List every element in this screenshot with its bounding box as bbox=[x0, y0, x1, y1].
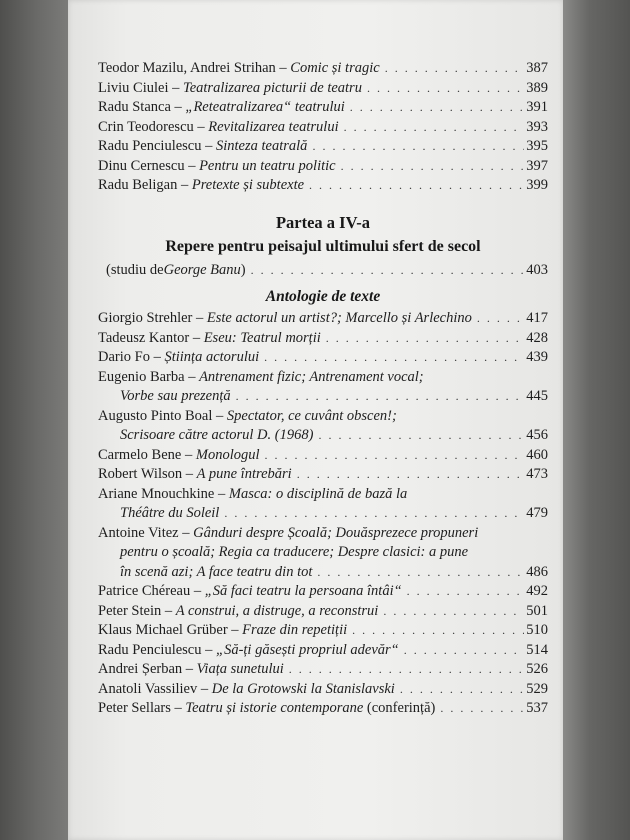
entry-title: pentru o școală; Regia ca traducere; Despre clasici: a pune bbox=[120, 544, 469, 560]
leader-dots bbox=[224, 504, 524, 524]
toc-entry bbox=[98, 329, 548, 349]
entry-title: Teatralizarea picturii de teatru bbox=[182, 79, 362, 96]
entry-author: Liviu Ciulei bbox=[98, 79, 169, 96]
leader-dots bbox=[400, 680, 524, 700]
toc-entry bbox=[98, 641, 548, 661]
toc-entry bbox=[98, 660, 548, 680]
entry-title: „Să-ți găsești propriul adevăr“ bbox=[216, 641, 399, 658]
toc-entry bbox=[98, 309, 548, 329]
entry-page-number: 428 bbox=[526, 329, 548, 346]
entry-page-number: 391 bbox=[526, 99, 548, 115]
entry-title: în scenă azi; A face teatru din tot bbox=[120, 563, 313, 580]
leader-dots bbox=[385, 59, 525, 79]
right-page-edge bbox=[563, 0, 630, 840]
entry-title: „Reteatralizarea“ teatrului bbox=[185, 99, 345, 115]
entry-title: Théâtre du Soleil bbox=[120, 505, 220, 521]
leader-dots bbox=[383, 602, 524, 622]
entry-separator: – bbox=[189, 329, 204, 346]
study-author: George Banu bbox=[163, 261, 241, 278]
entry-separator: – bbox=[227, 622, 243, 638]
entry-author: Carmelo Bene bbox=[98, 446, 182, 463]
entry-title: De la Grotowski la Stanislavski bbox=[211, 680, 395, 697]
toc-entry-line bbox=[98, 465, 548, 485]
toc-entry-continuation bbox=[98, 543, 548, 563]
leader-dots bbox=[318, 426, 524, 446]
toc-entry-continuation bbox=[98, 563, 548, 583]
entry-author: Crin Teodorescu bbox=[98, 118, 194, 135]
table-of-contents bbox=[98, 59, 548, 719]
toc-entry-line bbox=[98, 348, 548, 368]
leader-dots bbox=[326, 329, 524, 349]
toc-entry-line bbox=[98, 329, 548, 349]
leader-dots bbox=[350, 98, 524, 118]
toc-entry bbox=[98, 79, 548, 99]
leader-dots bbox=[440, 699, 524, 719]
toc-entry-line bbox=[98, 524, 548, 544]
entry-separator: – bbox=[168, 79, 183, 96]
entry-author: Peter Stein bbox=[98, 602, 162, 619]
entry-separator: – bbox=[149, 349, 165, 365]
entry-author: Teodor Mazilu, Andrei Strihan bbox=[98, 60, 276, 76]
leader-dots bbox=[251, 261, 525, 281]
toc-entry bbox=[98, 157, 548, 177]
entry-page-number: 529 bbox=[526, 680, 548, 697]
entry-page-number: 456 bbox=[526, 427, 548, 443]
entry-page-number: 393 bbox=[526, 118, 548, 135]
entry-page-number: 460 bbox=[526, 446, 548, 463]
leader-dots bbox=[312, 137, 524, 157]
entry-page-number: 492 bbox=[526, 583, 548, 599]
toc-entry-line bbox=[98, 602, 548, 622]
entry-title: Scrisoare către actorul D. (1968) bbox=[120, 427, 314, 443]
entry-author: Tadeusz Kantor bbox=[98, 329, 190, 346]
entry-page-number: 399 bbox=[526, 177, 548, 193]
entry-page-number: 537 bbox=[526, 700, 548, 716]
entry-title: Masca: o disciplină de bază la bbox=[228, 485, 408, 502]
entry-page-number: 473 bbox=[526, 466, 548, 482]
entry-separator: – bbox=[275, 60, 291, 76]
entry-note: (conferință) bbox=[363, 700, 436, 716]
leader-dots bbox=[289, 660, 524, 680]
entry-author: Radu Beligan bbox=[98, 177, 178, 193]
entry-separator: – bbox=[214, 485, 229, 502]
toc-entry bbox=[98, 699, 548, 719]
entry-page-number: 439 bbox=[526, 349, 548, 365]
toc-entry-line bbox=[98, 98, 548, 118]
entry-author: Radu Stanca bbox=[98, 99, 171, 115]
entry-page-number: 510 bbox=[526, 622, 548, 638]
toc-entry-line bbox=[98, 446, 548, 466]
toc-entry bbox=[98, 465, 548, 485]
entry-author: Eugenio Barba bbox=[98, 368, 185, 385]
leader-dots bbox=[297, 465, 525, 485]
toc-entry bbox=[98, 602, 548, 622]
toc-entry-line bbox=[98, 309, 548, 329]
entry-author: Robert Wilson bbox=[98, 466, 183, 482]
entry-title: Monologul bbox=[195, 446, 260, 463]
toc-entry bbox=[98, 368, 548, 407]
entry-separator: – bbox=[197, 680, 212, 697]
entry-author: Dario Fo bbox=[98, 349, 150, 365]
entry-separator: – bbox=[161, 602, 176, 619]
toc-entry-line bbox=[98, 157, 548, 177]
toc-entry-continuation bbox=[98, 504, 548, 524]
entry-separator: – bbox=[212, 407, 227, 424]
study-suffix: ) bbox=[240, 261, 246, 278]
entry-separator: – bbox=[201, 138, 216, 154]
entry-separator: – bbox=[201, 641, 216, 658]
entry-separator: – bbox=[190, 583, 205, 599]
leader-dots bbox=[265, 446, 525, 466]
leader-dots bbox=[367, 79, 524, 99]
entry-author: Peter Sellars bbox=[98, 700, 171, 716]
entry-title: Revitalizarea teatrului bbox=[208, 118, 339, 135]
entry-title: Gânduri despre Școală; Douăsprezece propuneri bbox=[193, 524, 479, 541]
part-heading: Partea a IV-a bbox=[275, 212, 371, 232]
entry-title: Comic și tragic bbox=[290, 60, 380, 76]
toc-entry bbox=[98, 485, 548, 524]
entry-page-number: 501 bbox=[526, 602, 548, 619]
entry-separator: – bbox=[182, 661, 197, 677]
entry-separator: – bbox=[170, 99, 186, 115]
toc-entry-line bbox=[98, 59, 548, 79]
study-entry bbox=[98, 261, 548, 281]
entry-separator: – bbox=[170, 700, 186, 716]
entry-title: A construi, a distruge, a reconstrui bbox=[175, 602, 379, 619]
toc-entry bbox=[98, 582, 548, 602]
entry-title: Pretexte și subtexte bbox=[191, 177, 305, 193]
leader-dots bbox=[264, 348, 524, 368]
entry-author: Radu Penciulescu bbox=[98, 138, 202, 154]
book-page bbox=[68, 0, 563, 840]
leader-dots bbox=[407, 582, 525, 602]
entry-title: Știința actorului bbox=[164, 349, 260, 365]
toc-list-part3 bbox=[98, 59, 548, 196]
toc-entry bbox=[98, 98, 548, 118]
entry-title: Spectator, ce cuvânt obscen!; bbox=[226, 407, 397, 424]
entry-title: Pentru un teatru politic bbox=[199, 157, 336, 174]
entry-title: A pune întrebări bbox=[196, 466, 292, 482]
toc-entry-continuation bbox=[98, 426, 548, 446]
entry-separator: – bbox=[184, 157, 200, 174]
toc-entry bbox=[98, 407, 548, 446]
toc-entry-line bbox=[98, 699, 548, 719]
entry-title: Fraze din repetiții bbox=[242, 622, 348, 638]
entry-separator: – bbox=[177, 177, 192, 193]
section-heading: Repere pentru peisajul ultimului sfert de secol bbox=[165, 237, 481, 255]
toc-entry bbox=[98, 118, 548, 138]
toc-entry-line bbox=[98, 621, 548, 641]
leader-dots bbox=[341, 157, 525, 177]
toc-entry bbox=[98, 348, 548, 368]
entry-title: „Să faci teatru la persoana întâi“ bbox=[204, 583, 402, 599]
left-page-edge bbox=[0, 0, 68, 840]
leader-dots bbox=[477, 309, 524, 329]
toc-entry-line bbox=[98, 641, 548, 661]
entry-separator: – bbox=[184, 368, 200, 385]
toc-entry-line bbox=[98, 485, 548, 505]
entry-page-number: 445 bbox=[526, 388, 548, 404]
anthology-heading: Antologie de texte bbox=[265, 288, 381, 305]
toc-entry-line bbox=[98, 368, 548, 388]
entry-separator: – bbox=[178, 524, 194, 541]
entry-author: Antoine Vitez bbox=[98, 524, 179, 541]
entry-author: Ariane Mnouchkine bbox=[98, 485, 215, 502]
entry-title: Viața sunetului bbox=[196, 661, 284, 677]
entry-page-number: 514 bbox=[526, 641, 548, 658]
toc-entry bbox=[98, 176, 548, 196]
entry-author: Giorgio Strehler bbox=[98, 310, 193, 326]
entry-title: Eseu: Teatrul morții bbox=[203, 329, 321, 346]
toc-entry bbox=[98, 446, 548, 466]
toc-entry-line bbox=[98, 582, 548, 602]
toc-entry bbox=[98, 680, 548, 700]
toc-entry bbox=[98, 137, 548, 157]
leader-dots bbox=[344, 118, 525, 138]
toc-entry-line bbox=[98, 79, 548, 99]
leader-dots bbox=[236, 387, 525, 407]
leader-dots bbox=[352, 621, 524, 641]
entry-separator: – bbox=[192, 310, 207, 326]
toc-entry bbox=[98, 59, 548, 79]
toc-entry bbox=[98, 524, 548, 583]
entry-separator: – bbox=[182, 466, 197, 482]
entry-page-number: 486 bbox=[526, 563, 548, 580]
toc-entry-line bbox=[98, 660, 548, 680]
entry-page-number: 397 bbox=[526, 157, 548, 174]
entry-separator: – bbox=[181, 446, 196, 463]
study-prefix: (studiu de bbox=[106, 261, 164, 278]
entry-title: Sinteza teatrală bbox=[216, 138, 308, 154]
entry-page-number: 417 bbox=[526, 310, 548, 326]
toc-entry-line bbox=[98, 680, 548, 700]
toc-entry-line bbox=[98, 176, 548, 196]
leader-dots bbox=[317, 563, 524, 583]
leader-dots bbox=[309, 176, 524, 196]
toc-entry-line bbox=[98, 407, 548, 427]
entry-separator: – bbox=[193, 118, 209, 135]
entry-title: Vorbe sau prezență bbox=[120, 388, 231, 404]
entry-title: Teatru și istorie contemporane bbox=[185, 700, 364, 716]
entry-author: Klaus Michael Grüber bbox=[98, 622, 228, 638]
entry-page-number: 526 bbox=[526, 661, 548, 677]
toc-list-anthology bbox=[98, 309, 548, 719]
entry-title: Antrenament fizic; Antrenament vocal; bbox=[199, 368, 424, 385]
toc-entry-continuation bbox=[98, 387, 548, 407]
entry-page-number: 387 bbox=[526, 60, 548, 76]
entry-author: Radu Penciulescu bbox=[98, 641, 202, 658]
entry-page-number: 479 bbox=[526, 505, 548, 521]
study-page-number: 403 bbox=[526, 261, 548, 278]
entry-author: Patrice Chéreau bbox=[98, 583, 191, 599]
toc-entry bbox=[98, 621, 548, 641]
leader-dots bbox=[404, 641, 525, 661]
entry-author: Andrei Șerban bbox=[98, 661, 183, 677]
entry-title: Este actorul un artist?; Marcello și Arlechino bbox=[206, 310, 472, 326]
entry-author: Anatoli Vassiliev bbox=[98, 680, 198, 697]
entry-page-number: 395 bbox=[526, 138, 548, 154]
entry-author: Augusto Pinto Boal bbox=[98, 407, 213, 424]
entry-page-number: 389 bbox=[526, 79, 548, 96]
entry-author: Dinu Cernescu bbox=[98, 157, 185, 174]
toc-entry-line bbox=[98, 137, 548, 157]
toc-entry-line bbox=[98, 118, 548, 138]
